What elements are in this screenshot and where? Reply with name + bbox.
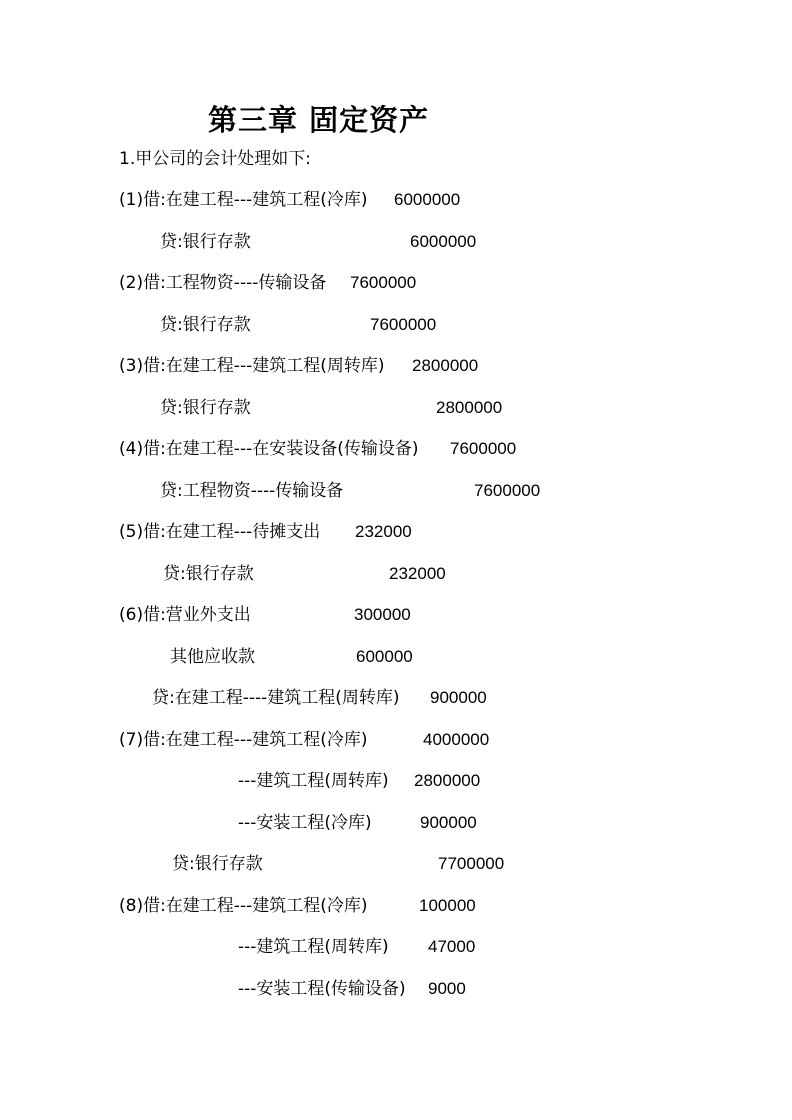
entry-text: (8)借:在建工程---建筑工程(冷库)	[119, 896, 368, 916]
entry-amount: 232000	[355, 522, 412, 541]
entry-text: (7)借:在建工程---建筑工程(冷库)	[119, 730, 368, 750]
entry-amount: 100000	[419, 896, 476, 915]
entry-text: 贷:银行存款	[160, 398, 251, 418]
entry-text: (5)借:在建工程---待摊支出	[119, 522, 321, 542]
entry-amount: 6000000	[410, 232, 477, 251]
entry-text: (4)借:在建工程---在安装设备(传输设备)	[119, 439, 419, 459]
entry-text: (1)借:在建工程---建筑工程(冷库)	[119, 190, 368, 210]
entry-amount: 900000	[430, 688, 487, 707]
entry-amount: 7600000	[474, 481, 541, 500]
entry-amount: 7600000	[450, 439, 517, 458]
entry-text: 贷:在建工程----建筑工程(周转库)	[152, 688, 400, 708]
entry-text: ---安装工程(传输设备)	[238, 979, 406, 999]
entry-text: (3)借:在建工程---建筑工程(周转库)	[119, 356, 385, 376]
entry-text: 贷:工程物资----传输设备	[160, 481, 344, 501]
entry-amount: 47000	[428, 937, 476, 956]
entry-amount: 7600000	[370, 315, 437, 334]
entry-text: 其他应收款	[170, 647, 255, 667]
entry-text: ---建筑工程(周转库)	[238, 937, 389, 957]
entry-amount: 7700000	[438, 854, 505, 873]
entry-text: 贷:银行存款	[160, 315, 251, 335]
entry-amount: 600000	[356, 647, 413, 666]
entry-amount: 232000	[389, 564, 446, 583]
entry-text: 贷:银行存款	[160, 232, 251, 252]
entry-amount: 2800000	[414, 771, 481, 790]
entry-amount: 2800000	[436, 398, 503, 417]
entry-text: 贷:银行存款	[172, 854, 263, 874]
entry-text: (2)借:工程物资----传输设备	[119, 273, 327, 293]
entry-amount: 7600000	[350, 273, 417, 292]
entry-amount: 9000	[428, 979, 466, 998]
entry-amount: 300000	[354, 605, 411, 624]
entry-text: (6)借:营业外支出	[119, 605, 251, 625]
entry-amount: 6000000	[394, 190, 461, 209]
entry-amount: 2800000	[412, 356, 479, 375]
chapter-title: 第三章 固定资产	[208, 103, 430, 137]
entry-text: 贷:银行存款	[163, 564, 254, 584]
entry-text: ---安装工程(冷库)	[238, 813, 372, 833]
entry-text: ---建筑工程(周转库)	[238, 771, 389, 791]
intro-text: 1.甲公司的会计处理如下:	[119, 149, 311, 169]
entry-amount: 900000	[420, 813, 477, 832]
entry-amount: 4000000	[423, 730, 490, 749]
